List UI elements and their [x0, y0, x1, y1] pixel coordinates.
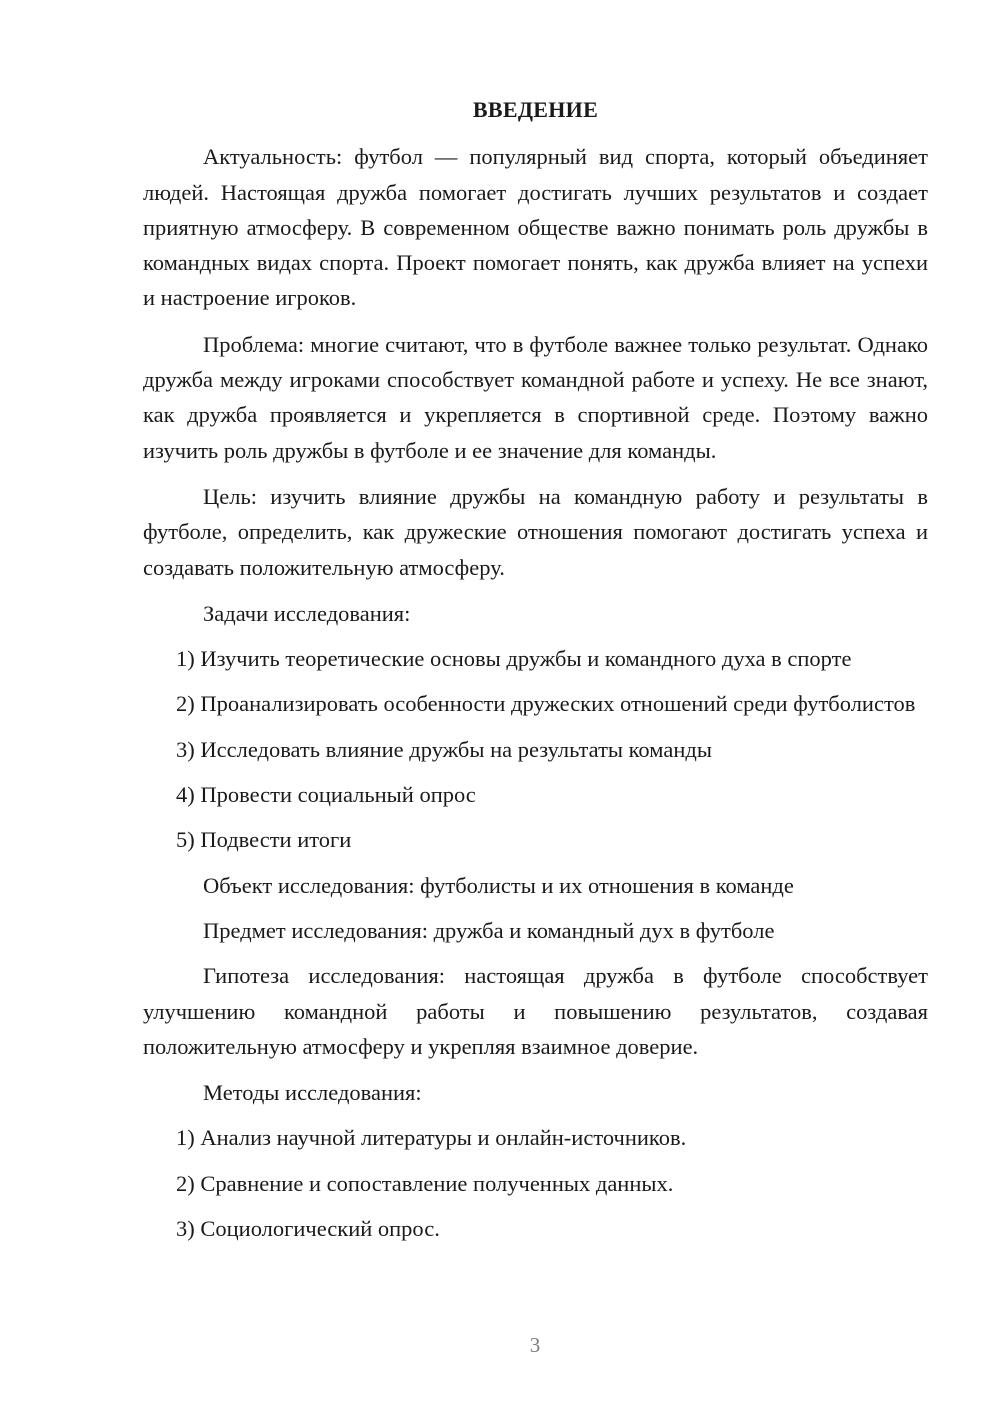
relevance-paragraph: Актуальность: футбол — популярный вид спорта, который объединяет людей. Настоящая дружба помогает достигать лучших результатов и создает приятную атмосферу. В современном обществе важно понимать роль дружбы в командных видах спорта. Проект помогает понять, как дружба влияет на успехи и настроение игроков. [143, 144, 928, 311]
object-line: Объект исследования: футболисты и их отношения в команде [203, 872, 794, 898]
subject-line: Предмет исследования: дружба и командный дух в футболе [203, 917, 775, 943]
problem-paragraph: Проблема: многие считают, что в футболе важнее только результат. Однако дружба между игроками способствует командной работе и успеху. Не все знают, как дружба проявляется и укрепляется в спортивной среде. Поэтому важно изучить роль дружбы в футболе и ее значение для команды. [143, 331, 928, 463]
task-item: 3) Исследовать влияние дружбы на результаты команды [176, 736, 712, 762]
method-item: 1) Анализ научной литературы и онлайн-источников. [176, 1125, 687, 1151]
hypothesis-paragraph: Гипотеза исследования: настоящая дружба в футболе способствует улучшению командной работы и повышению результатов, создавая положительную атмосферу и укрепляя взаимное доверие. [143, 963, 928, 1059]
page-title: ВВЕДЕНИЕ [472, 97, 599, 122]
document-page [143, 92, 928, 1256]
methods-heading: Методы исследования: [203, 1080, 422, 1106]
tasks-heading: Задачи исследования: [203, 600, 411, 626]
method-item: 2) Сравнение и сопоставление полученных данных. [176, 1170, 674, 1196]
task-item: 2) Проанализировать особенности дружеских отношений среди футболистов [176, 691, 916, 717]
task-item: 4) Провести социальный опрос [176, 782, 476, 808]
page-number: 3 [529, 1333, 541, 1357]
task-item: 1) Изучить теоретические основы дружбы и командного духа в спорте [176, 646, 852, 672]
task-item: 5) Подвести итоги [176, 827, 352, 853]
goal-paragraph: Цель: изучить влияние дружбы на командную работу и результаты в футболе, определить, как дружеские отношения помогают достигать успеха и создавать положительную атмосферу. [143, 483, 928, 580]
method-item: 3) Социологический опрос. [176, 1216, 440, 1242]
